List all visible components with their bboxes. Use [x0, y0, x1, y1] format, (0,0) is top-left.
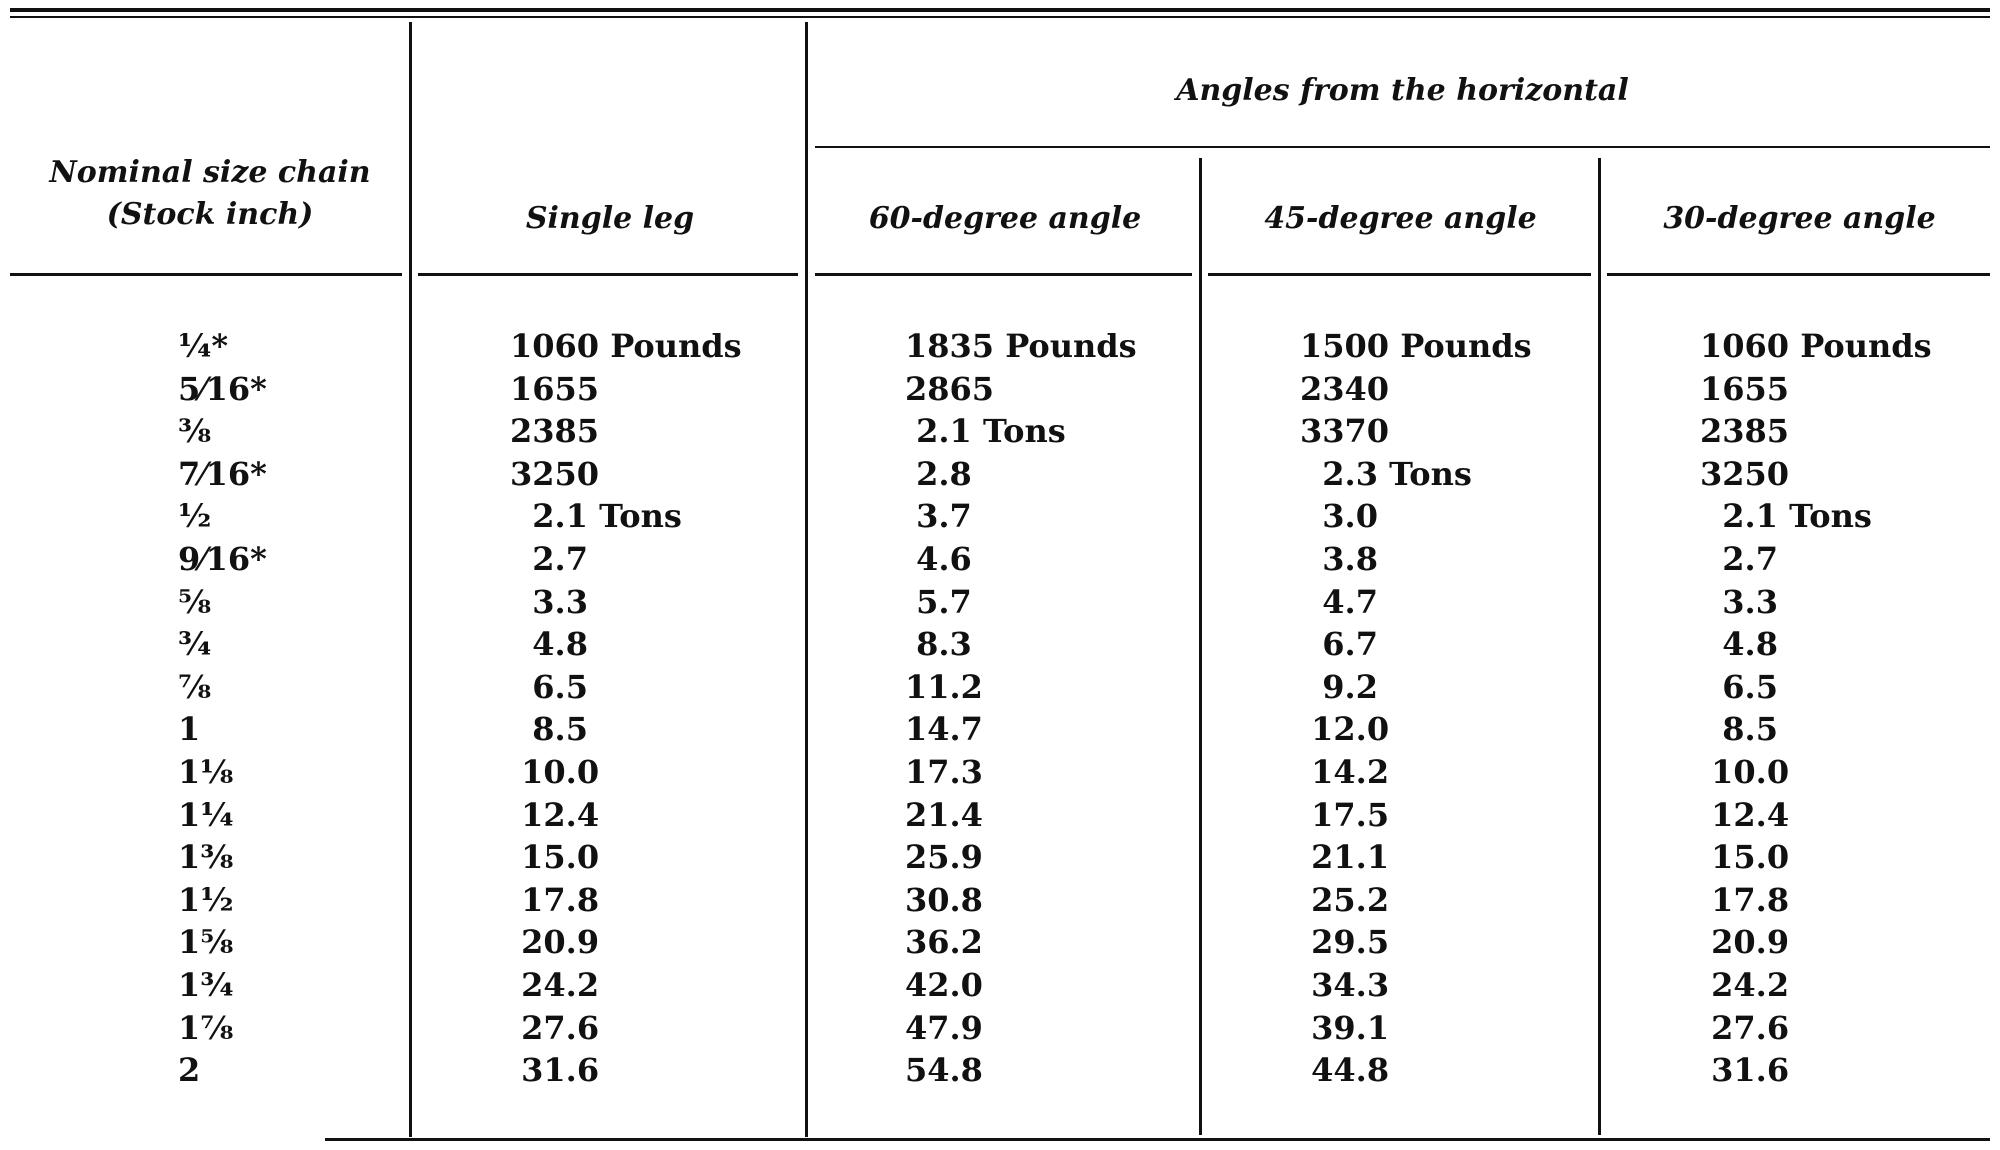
- header-nominal-size-line2: (Stock inch): [106, 197, 314, 232]
- header-bottom-rule: [10, 273, 402, 276]
- cell-60-degree: 21.4: [905, 795, 983, 834]
- cell-60-degree: 47.9: [905, 1008, 983, 1047]
- cell-nominal-size: 1¼: [178, 795, 234, 834]
- cell-nominal-size: 9⁄16*: [178, 539, 267, 578]
- cell-single-leg: 15.0: [510, 838, 600, 877]
- cell-45-degree: 29.5: [1300, 923, 1390, 962]
- cell-45-degree: 1500 Pounds: [1300, 327, 1532, 365]
- cell-60-degree: 36.2: [905, 923, 983, 962]
- cell-60-degree: 4.6: [905, 539, 972, 578]
- column-nominal-size: [178, 325, 298, 1092]
- cell-60-degree: 25.9: [905, 838, 983, 877]
- cell-30-degree: 2385: [1700, 412, 1790, 451]
- column-60-degree: [905, 325, 1185, 1092]
- cell-45-degree: 2340: [1300, 369, 1390, 408]
- cell-60-degree: 1835 Pounds: [905, 327, 1137, 365]
- header-bottom-rule: [815, 273, 1192, 276]
- cell-30-degree: 6.5: [1700, 667, 1778, 706]
- cell-45-degree: 2.3 Tons: [1300, 454, 1472, 493]
- cell-single-leg: 24.2: [510, 965, 600, 1004]
- cell-30-degree: 2.1 Tons: [1700, 497, 1872, 536]
- cell-single-leg: 20.9: [510, 923, 600, 962]
- cell-single-leg: 8.5: [510, 710, 588, 749]
- cell-single-leg: 2.7: [510, 539, 588, 578]
- column-45-degree: [1300, 325, 1580, 1092]
- cell-single-leg: 2385: [510, 412, 600, 451]
- cell-nominal-size: 5⁄16*: [178, 369, 267, 408]
- cell-nominal-size: ¼*: [178, 327, 229, 365]
- cell-nominal-size: 1⅛: [178, 752, 234, 791]
- cell-45-degree: 3.0: [1300, 497, 1378, 536]
- cell-single-leg: 10.0: [510, 752, 600, 791]
- cell-45-degree: 4.7: [1300, 582, 1378, 621]
- cell-nominal-size: 7⁄16*: [178, 454, 267, 493]
- cell-45-degree: 12.0: [1300, 710, 1390, 749]
- cell-45-degree: 34.3: [1300, 965, 1390, 1004]
- cell-30-degree: 3.3: [1700, 582, 1778, 621]
- header-single-leg: Single leg: [525, 201, 695, 236]
- cell-30-degree: 1060 Pounds: [1700, 327, 1932, 365]
- cell-45-degree: 6.7: [1300, 625, 1378, 664]
- cell-single-leg: 3.3: [510, 582, 588, 621]
- cell-60-degree: 17.3: [905, 752, 983, 791]
- cell-nominal-size: 1: [178, 710, 201, 749]
- cell-30-degree: 12.4: [1700, 795, 1790, 834]
- cell-nominal-size: 1⅝: [178, 923, 234, 962]
- cell-60-degree: 2.1 Tons: [905, 412, 1066, 451]
- cell-60-degree: 30.8: [905, 880, 983, 919]
- column-divider: [1598, 158, 1601, 1135]
- cell-60-degree: 2865: [905, 369, 995, 408]
- cell-60-degree: 14.7: [905, 710, 983, 749]
- cell-60-degree: 2.8: [905, 454, 972, 493]
- column-divider: [1199, 158, 1202, 1135]
- header-bottom-rule: [418, 273, 798, 276]
- cell-60-degree: 54.8: [905, 1051, 983, 1090]
- cell-45-degree: 9.2: [1300, 667, 1378, 706]
- header-60-degree: 60-degree angle: [868, 201, 1142, 236]
- cell-nominal-size: ⅜: [178, 412, 212, 451]
- cell-45-degree: 3370: [1300, 412, 1390, 451]
- header-bottom-rule: [1208, 273, 1591, 276]
- cell-45-degree: 25.2: [1300, 880, 1390, 919]
- cell-30-degree: 8.5: [1700, 710, 1778, 749]
- cell-45-degree: 14.2: [1300, 752, 1390, 791]
- cell-30-degree: 17.8: [1700, 880, 1790, 919]
- top-rule-thick: [10, 8, 1990, 12]
- cell-single-leg: 1060 Pounds: [510, 327, 742, 365]
- cell-single-leg: 2.1 Tons: [510, 497, 682, 536]
- cell-nominal-size: ⅝: [178, 582, 212, 621]
- cell-45-degree: 3.8: [1300, 539, 1378, 578]
- bottom-rule: [325, 1138, 1990, 1141]
- cell-single-leg: 31.6: [510, 1051, 600, 1090]
- cell-45-degree: 39.1: [1300, 1008, 1390, 1047]
- cell-single-leg: 4.8: [510, 625, 588, 664]
- column-divider: [805, 22, 808, 1137]
- header-nominal-size-line1: Nominal size chain: [49, 155, 371, 190]
- cell-nominal-size: 2: [178, 1051, 201, 1090]
- cell-nominal-size: 1½: [178, 880, 234, 919]
- cell-60-degree: 8.3: [905, 625, 972, 664]
- column-single-leg: [510, 325, 790, 1092]
- cell-nominal-size: 1⅞: [178, 1008, 234, 1047]
- header-30-degree: 30-degree angle: [1663, 201, 1936, 236]
- cell-nominal-size: ¾: [178, 625, 212, 664]
- cell-30-degree: 1655: [1700, 369, 1790, 408]
- cell-single-leg: 12.4: [510, 795, 600, 834]
- cell-single-leg: 6.5: [510, 667, 588, 706]
- cell-30-degree: 15.0: [1700, 838, 1790, 877]
- top-rule-thin: [10, 16, 1990, 18]
- cell-30-degree: 4.8: [1700, 625, 1778, 664]
- cell-30-degree: 27.6: [1700, 1008, 1790, 1047]
- cell-nominal-size: ⅞: [178, 667, 212, 706]
- cell-60-degree: 11.2: [905, 667, 983, 706]
- header-45-degree: 45-degree angle: [1264, 201, 1537, 236]
- cell-45-degree: 21.1: [1300, 838, 1390, 877]
- cell-30-degree: 3250: [1700, 454, 1790, 493]
- cell-nominal-size: 1⅜: [178, 838, 234, 877]
- cell-single-leg: 27.6: [510, 1008, 600, 1047]
- header-nominal-size: [20, 152, 400, 236]
- cell-30-degree: 10.0: [1700, 752, 1790, 791]
- header-angles-group: Angles from the horizontal: [1176, 73, 1629, 108]
- cell-30-degree: 2.7: [1700, 539, 1778, 578]
- cell-30-degree: 31.6: [1700, 1051, 1790, 1090]
- cell-45-degree: 44.8: [1300, 1051, 1390, 1090]
- cell-45-degree: 17.5: [1300, 795, 1390, 834]
- column-divider: [409, 22, 412, 1137]
- cell-single-leg: 17.8: [510, 880, 600, 919]
- cell-60-degree: 3.7: [905, 497, 972, 536]
- cell-single-leg: 3250: [510, 454, 600, 493]
- column-30-degree: [1700, 325, 1980, 1092]
- cell-single-leg: 1655: [510, 369, 600, 408]
- cell-60-degree: 5.7: [905, 582, 972, 621]
- cell-60-degree: 42.0: [905, 965, 983, 1004]
- cell-nominal-size: 1¾: [178, 965, 234, 1004]
- header-bottom-rule: [1607, 273, 1990, 276]
- cell-30-degree: 24.2: [1700, 965, 1790, 1004]
- cell-nominal-size: ½: [178, 497, 212, 536]
- cell-30-degree: 20.9: [1700, 923, 1790, 962]
- group-header-rule: [815, 146, 1990, 148]
